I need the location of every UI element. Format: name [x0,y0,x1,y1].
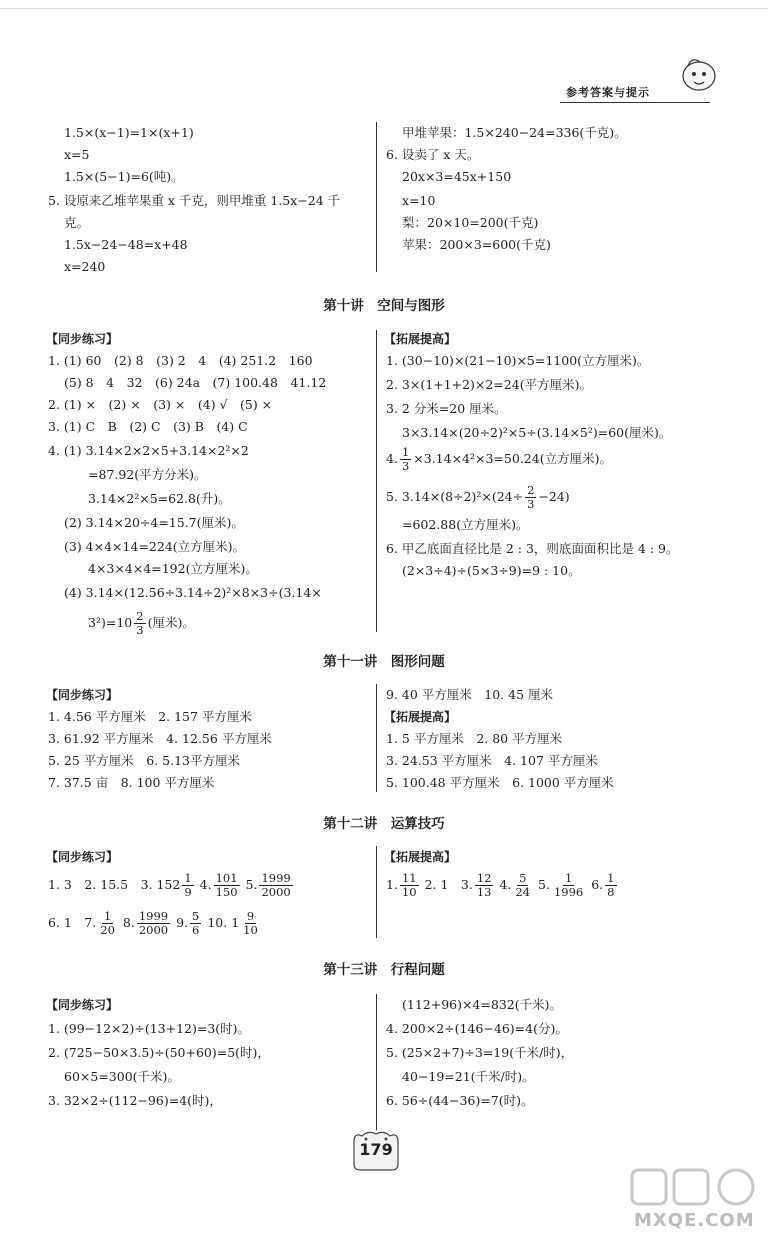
top-left-line-2: x=5 [64,147,90,162]
section-11-title: 第十一讲 图形问题 [323,654,445,670]
fraction: $\frac{1}{3}$ [401,445,410,473]
top-right-line-5: 梨：20×10=200(千克) [402,215,539,230]
page-header [560,78,720,108]
section-10-title: 第十讲 空间与图形 [323,298,445,314]
s11-right-line-2: 3. 24.53 平方厘米 4. 107 平方厘米 [386,753,598,768]
top-left-line-7: x=240 [64,259,106,274]
s10-left-line-10: 4×3×4×4=192(立方厘米)。 [88,561,258,576]
fraction: $\frac{2}{3}$ [136,609,144,637]
fraction: $\frac{1999}{2000}$ [261,871,291,899]
s12-left-row-1: 1. 3 2. 15.5 3. 152 $\frac{1}{9}$ 4. $\frac{101}{150}$ 5. $\frac{1999}{2000}$ [48,871,291,899]
s10-right-line-5: 4. $\frac{1}{3}$ ×3.14×4²×3=50.24(立方厘米)。 [386,445,612,473]
top-border [0,8,768,9]
s10-left-line-8: (2) 3.14×20÷4=15.7(厘米)。 [64,515,244,530]
top-left-line-6: 1.5x−24−48=x+48 [64,237,188,252]
s13-left-heading: 【同步练习】 [46,998,119,1012]
s12-right-row: 1. $\frac{11}{10}$ 2. 1 3. $\frac{12}{13}$ 4. $\frac{5}{24}$ 5. $\frac{1}{1996}$ 6. $\frac{1}{8}$ [386,871,615,899]
s13-right-line-2: 4. 200×2÷(146−46)=4(分)。 [386,1021,568,1036]
s11-right-line-3: 5. 100.48 平方厘米 6. 1000 平方厘米 [386,775,614,790]
s13-right-line-3: 5. (25×2+7)÷3=19(千米/时)， [386,1045,574,1060]
watermark-text: MXQE.COM [634,1210,755,1231]
s13-right-line-1: (112+96)×4=832(千米)。 [402,997,563,1012]
fraction: $\frac{12}{13}$ [476,871,492,899]
header-label: 参考答案与提示 [566,86,650,99]
s11-right-line-1: 1. 5 平方厘米 2. 80 平方厘米 [386,731,563,746]
section-13-title: 第十三讲 行程问题 [323,962,445,978]
top-left-line-1: 1.5×(x−1)=1×(x+1) [64,125,194,140]
column-divider-s12 [376,846,377,938]
s10-left-line-12 [88,610,195,637]
s13-right-line-4: 40−19=21(千米/时)。 [402,1069,535,1084]
s11-left-line-4: 7. 37.5 亩 8. 100 平方厘米 [48,775,215,790]
s10-right-line-3: 3. 2 分米=20 厘米。 [386,401,507,416]
s10-right-line-8: 6. 甲乙底面直径比是 2 : 3，则底面面积比是 4 : 9。 [386,541,679,556]
s10-left-line-12-unit: (厘米)。 [147,615,195,630]
section-12-title: 第十二讲 运算技巧 [323,816,445,832]
s10-left-line-9: (3) 4×4×14=224(立方厘米)。 [64,539,246,554]
s12-right-heading: 【拓展提高】 [384,850,457,864]
s10-left-line-11: (4) 3.14×(12.56÷3.14÷2)²×8×3÷(3.14× [64,585,322,600]
fraction: $\frac{5}{24}$ [515,871,531,899]
s13-right-line-5: 6. 56÷(44−36)=7(时)。 [386,1093,534,1108]
column-divider-s10 [376,330,377,632]
s12-left-row-2: 6. 1 7. $\frac{1}{20}$ 8. $\frac{1999}{2000}$ 9. $\frac{5}{6}$ 10. 1 $\frac{9}{10}$ [48,909,258,937]
column-divider-top [376,122,377,272]
s10-left-heading: 【同步练习】 [46,332,119,346]
s11-left-line-1: 1. 4.56 平方厘米 2. 157 平方厘米 [48,709,252,724]
fraction: $\frac{1999}{2000}$ [138,909,169,937]
page-number: 179 [359,1140,393,1159]
page-number-badge [348,1128,404,1172]
s13-left-line-2: 2. (725−50×3.5)÷(50+60)=5(时)， [48,1045,270,1060]
fraction: $\frac{2}{3}$ [527,483,535,511]
s10-right-line-4: 3×3.14×(20÷2)²×5÷(3.14×5²)=60(厘米)。 [402,425,672,440]
fraction: $\frac{5}{6}$ [192,909,200,937]
s13-left-line-1: 1. (99−12×2)÷(13+12)=3(时)。 [48,1021,251,1036]
top-left-line-4: 5. 设原来乙堆苹果重 x 千克，则甲堆重 1.5x−24 千 [48,193,341,208]
header-rule [560,102,710,103]
watermark [626,1166,764,1234]
s10-left-line-5: 4. (1) 3.14×2×2×5+3.14×2²×2 [48,443,249,458]
s10-right-line-7: =602.88(立方厘米)。 [402,517,529,532]
top-left-line-3: 1.5×(5−1)=6(吨)。 [64,169,184,184]
s11-left-heading: 【同步练习】 [46,688,119,702]
top-right-line-4: x=10 [402,193,436,208]
s11-right-line-top: 9. 40 平方厘米 10. 45 厘米 [386,687,554,702]
s10-left-line-2: (5) 8 4 32 (6) 24a (7) 100.48 41.12 [64,375,327,390]
column-divider-s13 [376,994,377,1130]
s10-left-line-4: 3. (1) C B (2) C (3) B (4) C [48,419,248,434]
top-right-line-2: 6. 设卖了 x 天。 [386,147,480,162]
s10-right-line-1: 1. (30−10)×(21−10)×5=1100(立方厘米)。 [386,353,650,368]
fraction: $\frac{101}{150}$ [215,871,238,899]
top-left-line-5: 克。 [64,215,90,230]
top-right-line-6: 苹果：200×3=600(千克) [402,237,551,252]
top-right-line-1: 甲堆苹果：1.5×240−24=336(千克)。 [402,125,627,140]
fraction: $\frac{1}{8}$ [607,871,615,899]
s10-left-line-12-text: 3²)=10 [88,615,133,630]
s11-left-line-3: 5. 25 平方厘米 6. 5.13平方厘米 [48,753,241,768]
s12-left-heading: 【同步练习】 [46,850,119,864]
s10-right-line-2: 2. 3×(1+1+2)×2=24(平方厘米)。 [386,377,592,392]
s10-right-line-9: (2×3÷4)÷(5×3÷9)=9 : 10。 [402,563,581,578]
s10-right-heading: 【拓展提高】 [384,332,457,346]
fraction: $\frac{1}{9}$ [184,871,192,899]
s10-left-line-3: 2. (1) × (2) × (3) × (4) √ (5) × [48,397,273,412]
s11-right-heading: 【拓展提高】 [384,710,457,724]
fraction: $\frac{1}{20}$ [100,909,115,937]
fraction: $\frac{9}{10}$ [243,909,258,937]
s11-left-line-2: 3. 61.92 平方厘米 4. 12.56 平方厘米 [48,731,272,746]
s10-left-line-6: =87.92(平方分米)。 [88,467,207,482]
s10-left-line-1: 1. (1) 60 (2) 8 (3) 2 4 (4) 251.2 160 [48,353,313,368]
mascot-icon [678,52,720,94]
s10-right-line-6: 5. 3.14×(8÷2)²×(24÷ $\frac{2}{3}$ −24) [386,483,570,511]
watermark-logo [626,1166,764,1210]
s10-left-line-7: 3.14×2²×5=62.8(升)。 [88,491,231,506]
fraction: $\frac{11}{10}$ [401,871,417,899]
s13-left-line-4: 3. 32×2÷(112−96)=4(时)， [48,1093,222,1108]
column-divider-s11 [376,684,377,792]
s13-left-line-3: 60×5=300(千米)。 [64,1069,180,1084]
top-right-line-3: 20x×3=45x+150 [402,169,512,184]
fraction: $\frac{1}{1996}$ [553,871,584,899]
